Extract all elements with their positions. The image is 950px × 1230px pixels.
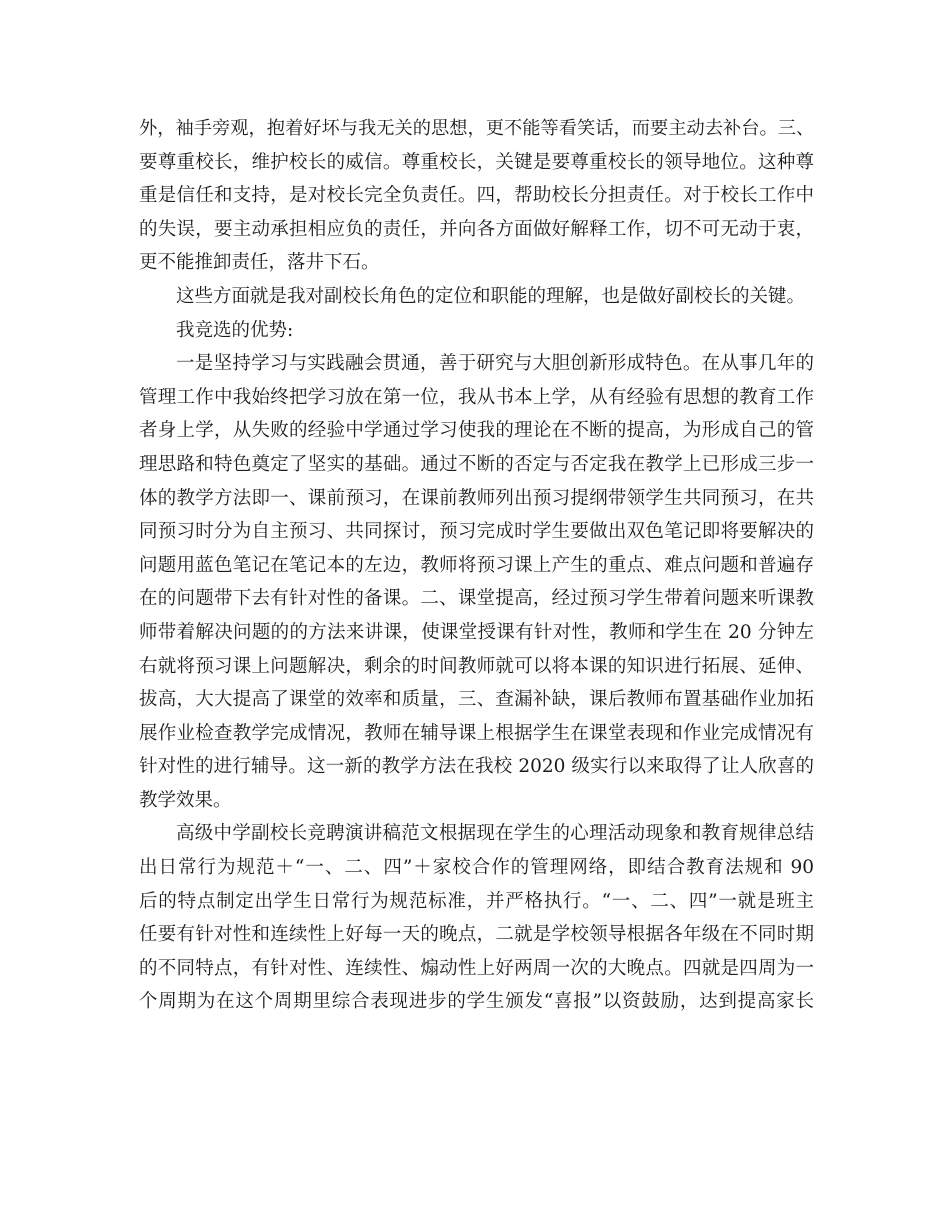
text-line: 更不能推卸责任，落井下石。 [139,252,380,274]
text-line: 针对性的进行辅导。这一新的教学方法在我校 2020 级实行以来取得了让人欣喜的 [139,756,814,778]
text-line: 的不同特点，有针对性、连续性、煽动性上好两周一次的大晚点。四就是四周为一 [139,957,814,979]
text-line: 出日常行为规范＋“一、二、四”＋家校合作的管理网络，即结合教育法规和 90 [139,857,814,879]
text-line: 一是坚持学习与实践融会贯通，善于研究与大胆创新形成特色。在从事几年的 [176,353,814,375]
text-line: 者身上学，从失败的经验中学通过学习使我的理论在不断的提高，为形成自己的管 [139,420,814,442]
text-line: 理思路和特色奠定了坚实的基础。通过不断的否定与否定我在教学上已形成三步一 [139,453,814,475]
text-line: 后的特点制定出学生日常行为规范标准，并严格执行。“一、二、四”一就是班主 [139,890,814,912]
text-line: 在的问题带下去有针对性的备课。二、课堂提高，经过预习学生带着问题来听课教 [139,588,814,610]
text-line: 展作业检查教学完成情况，教师在辅导课上根据学生在课堂表现和作业完成情况有 [139,722,814,744]
text-line: 教学效果。 [139,789,232,811]
text-line: 我竞选的优势: [176,319,294,341]
text-line: 的失误，要主动承担相应负的责任，并向各方面做好解释工作，切不可无动于衷， [139,218,814,240]
text-line: 外，袖手旁观，抱着好坏与我无关的思想，更不能等看笑话，而要主动去补台。三、 [139,118,815,139]
text-line: 高级中学副校长竞聘演讲稿范文根据现在学生的心理活动现象和教育规律总结 [176,823,814,845]
document-body [139,112,814,1019]
text-line: 重是信任和支持，是对校长完全负责任。四，帮助校长分担责任。对于校长工作中 [139,185,814,207]
text-line: 个周期为在这个周期里综合表现进步的学生颁发“喜报”以资鼓励，达到提高家长 [139,991,814,1013]
text-line: 右就将预习课上问题解决，剩余的时间教师就可以将本课的知识进行拓展、延伸、 [139,655,814,677]
text-line: 体的教学方法即一、课前预习，在课前教师列出预习提纲带领学生共同预习，在共 [139,487,814,509]
text-line: 拔高，大大提高了课堂的效率和质量，三、查漏补缺，课后教师布置基础作业加拓 [139,689,814,711]
text-line: 这些方面就是我对副校长角色的定位和职能的理解，也是做好副校长的关键。 [176,285,806,307]
text-line: 管理工作中我始终把学习放在第一位，我从书本上学，从有经验有思想的教育工作 [139,386,814,408]
text-line: 师带着解决问题的的方法来讲课，使课堂授课有针对性，教师和学生在 20 分钟左 [139,621,814,643]
text-line: 任要有针对性和连续性上好每一天的晚点，二就是学校领导根据各年级在不同时期 [139,924,814,946]
text-line: 要尊重校长，维护校长的威信。尊重校长，关键是要尊重校长的领导地位。这种尊 [139,151,814,173]
text-line: 问题用蓝色笔记在笔记本的左边，教师将预习课上产生的重点、难点问题和普遍存 [139,554,814,576]
text-line: 同预习时分为自主预习、共同探讨，预习完成时学生要做出双色笔记即将要解决的 [139,521,814,543]
